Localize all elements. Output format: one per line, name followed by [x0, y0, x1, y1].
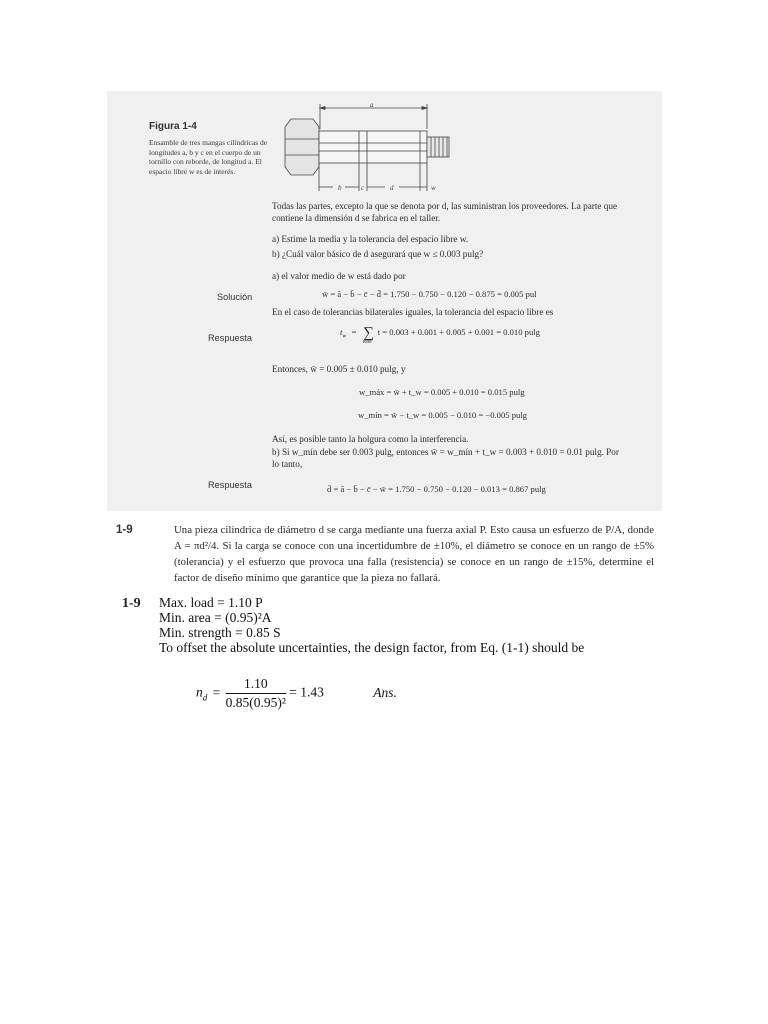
equation-mean: w̄ = ā − b̄ − c̄ − d̄ = 1.750 − 0.750 − 0.120 − 0.875 = 0.005 pul — [322, 289, 537, 299]
example-intro: Todas las partes, excepto la que se denota por d, las suministran los proveedores. La parte que contiene la dimensión d se fabrica en el taller. — [272, 201, 618, 223]
solution-label: Solución — [217, 292, 253, 302]
dim-a-label: a — [370, 101, 374, 109]
equation-wmin: w_mín = w̄ − t_w = 0.005 − 0.010 = −0.005 pulg — [358, 410, 527, 420]
dim-d-label: d — [390, 184, 394, 191]
equation-wmax: w_máx = w̄ + t_w = 0.005 + 0.010 = 0.015 pulg — [359, 387, 525, 397]
solution-b-text: b) Si w_mín debe ser 0.003 pulg, entonces w̄ = w_mín + t_w = 0.003 + 0.010 = 0.01 pulg. Por — [272, 447, 619, 457]
bolt-sleeve-diagram — [277, 99, 457, 191]
dim-c-label: c — [361, 184, 365, 191]
dim-b-label: b — [338, 184, 342, 191]
bolt-body — [319, 131, 427, 163]
bolt-thread — [427, 137, 449, 157]
solution-line-3: Min. strength = 0.85 S — [159, 625, 281, 640]
problem-text: Una pieza cilíndrica de diámetro d se carga mediante una fuerza axial P. Esto causa un esfuerzo de P/A, donde A = πd²/4. Si la carga se conoce con una incertidumbre de ±10%, el diámetro se conoce en un rango de ±5% (tolerancia) y el esfuerzo que provoca una falla (resistencia) se conoce en un rango de ±15%, determine el factor de diseño mínimo que garantice que la pieza no fallará. — [174, 524, 654, 584]
eq-lhs: n — [196, 684, 203, 700]
solution-a-intro: a) el valor medio de w está dado por — [272, 271, 406, 281]
textbook-excerpt-panel — [107, 91, 662, 511]
dim-w-label: w — [431, 184, 436, 191]
eq-denominator: 0.85(0.95)² — [225, 695, 286, 710]
answer-label-2: Respuesta — [208, 480, 252, 490]
solution-line-2: Min. area = (0.95)²A — [159, 610, 272, 625]
problem-number: 1-9 — [116, 524, 133, 536]
figure-caption: Ensamble de tres mangas cilíndricas de longitudes a, b y c en el cuerpo de un tornillo con reborde, de longitud a. El espacio libre w es de interés. — [149, 138, 268, 176]
question-a: a) Estime la media y la tolerancia del espacio libre w. — [272, 234, 469, 244]
question-b: b) ¿Cuál valor básico de d asegurará que w ≤ 0.003 pulg? — [272, 249, 484, 259]
solution-line-1: Max. load = 1.10 P — [159, 595, 263, 610]
design-factor-equation: $n_d$ = $\frac{1.10}{\text{0.85(0.95)²}}$ = 1.43 Ans. — [196, 676, 397, 710]
bolt-head — [285, 119, 319, 175]
eq-numerator: 1.10 — [226, 676, 286, 694]
then-text: Entonces, w̄ = 0.005 ± 0.010 pulg, y — [272, 364, 406, 374]
equation-tolerance: $t_w$ = ∑ todo t = 0.003 + 0.001 + 0.005 + 0.001 = 0.010 pulg — [340, 325, 540, 345]
solution-line-4: To offset the absolute uncertainties, the design factor, from Eq. (1-1) should be — [159, 640, 585, 655]
eq-fraction — [226, 676, 286, 711]
bilateral-text: En el caso de tolerancias bilaterales iguales, la tolerancia del espacio libre es — [272, 307, 554, 317]
eq-tol-sum-sub: todo — [362, 340, 372, 345]
eq-tol-rhs: t = 0.003 + 0.001 + 0.005 + 0.001 = 0.010 pulg — [377, 327, 540, 337]
answer-label-1: Respuesta — [208, 333, 252, 343]
figure-title: Figura 1-4 — [149, 121, 197, 132]
eq-result: = 1.43 — [289, 684, 324, 700]
ans-label: Ans. — [373, 684, 397, 700]
eq-tol-lhs: t — [340, 327, 343, 337]
eq-tol-sub: w — [342, 333, 347, 340]
clearance-interference-text: Así, es posible tanto la holgura como la interferencia. — [272, 434, 469, 444]
solution-b-continuation: lo tanto, — [272, 459, 303, 469]
solution-number: 1-9 — [122, 596, 141, 611]
equation-d: d̄ = ā − b̄ − c̄ − w̄ = 1.750 − 0.750 − 0.120 − 0.013 = 0.867 pulg — [327, 484, 546, 494]
eq-lhs-sub: d — [202, 692, 208, 703]
